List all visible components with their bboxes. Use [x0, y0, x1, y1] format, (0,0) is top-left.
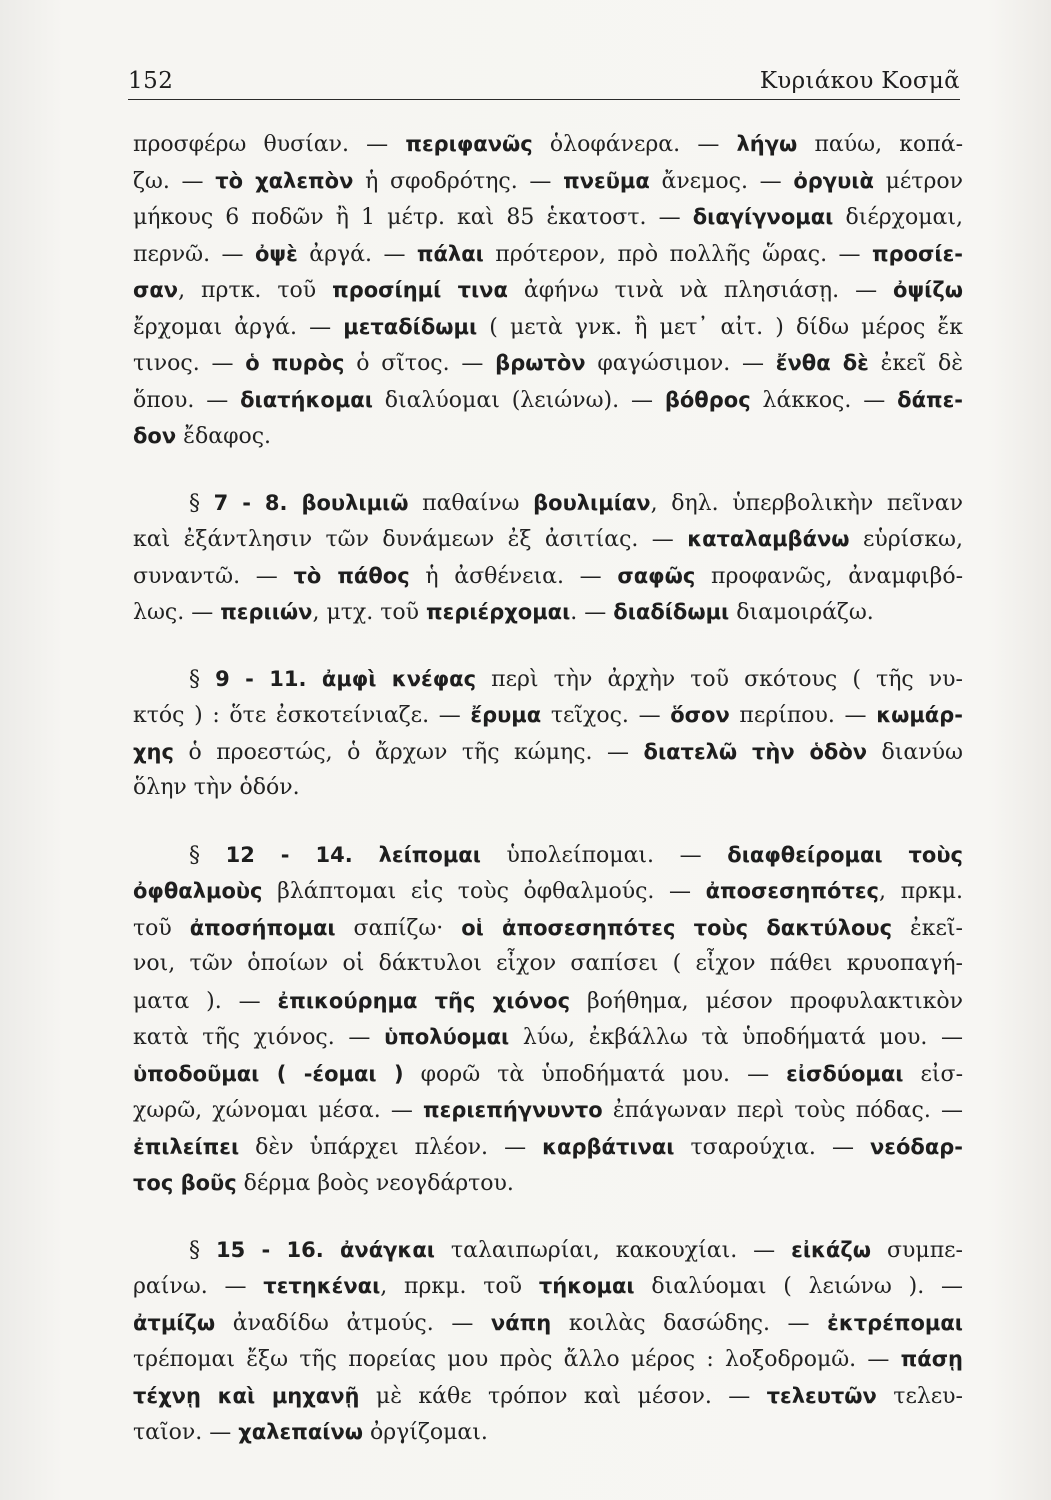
gloss-text: νοι, τῶν ὁποίων οἱ δάκτυλοι εἶχον σαπίσει ( εἶχον πάθει κρυοπαγή- [133, 951, 963, 976]
gloss-text: ταλαιπωρίαι, κακουχίαι. — [434, 1237, 792, 1263]
headword: διαγίγνομαι [692, 205, 834, 229]
gloss-text: ἐπάγωναν περὶ τοὺς πόδας. — [602, 1098, 963, 1123]
gloss-text: μὲ κάθε τρόπον καὶ μέσον. — [359, 1383, 767, 1409]
gloss-text: ἐκεῖ δὲ [868, 351, 963, 376]
gloss-text: πρότερον, πρὸ πολλῆς ὥρας. — [483, 241, 872, 267]
headword: λήγω [736, 132, 798, 156]
headword: καρβάτιναι [542, 1134, 675, 1159]
headword: περιφανῶς [405, 132, 533, 156]
gloss-text: εἰσ- [903, 1061, 963, 1087]
page-number: 152 [128, 68, 174, 94]
headword: ἔνθα δὲ [775, 351, 869, 375]
headword: δάπε- [897, 387, 963, 412]
headword: προσίημί τινα [332, 278, 508, 302]
headword: ἔρυμα [470, 703, 542, 727]
headword: διατήκομαι [240, 387, 373, 412]
gloss-text: λως. — [133, 600, 221, 625]
gloss-text: ἀφήνω τινὰ νὰ πλησιάσῃ. — [507, 278, 894, 303]
gloss-text: τεῖχος. — [541, 703, 671, 728]
gloss-text: καὶ ἐξάντλησιν τῶν δυνάμεων ἐξ ἀσιτίας. — [133, 527, 688, 552]
text-line [133, 734, 963, 771]
gloss-text: ὁ προεστώς, ὁ ἄρχων τῆς κώμης. — [173, 739, 644, 765]
headword: ἀποσεσηπότες [705, 879, 879, 903]
gloss-text: βοήθημα, μέσον προφυλακτικὸν [570, 988, 963, 1014]
gloss-text: ἀργά. — [297, 241, 417, 267]
headword: ἐπικούρημα τῆς χιόνος [277, 988, 571, 1013]
gloss-text: συμπε- [871, 1237, 963, 1263]
text-line [133, 837, 963, 874]
gloss-text: ἀναδίδω ἀτμούς. — [215, 1310, 491, 1336]
gloss-text: ραίνω. — [133, 1274, 264, 1299]
headword: ἐπιλείπει [133, 1134, 240, 1159]
paragraph-gap [133, 631, 963, 661]
gloss-text: ἔρχομαι ἀργά. — [133, 314, 344, 340]
text-line [133, 163, 963, 200]
headword: εἰσδύομαι [786, 1061, 904, 1086]
gloss-text: . — [570, 600, 614, 625]
gloss-text: ταῖον. — [133, 1420, 239, 1445]
headword: πάλαι [416, 241, 484, 266]
text-line [133, 1268, 963, 1305]
text-line [133, 558, 963, 595]
headword: ὑπολύομαι [384, 1025, 510, 1049]
headword: πάσῃ [900, 1347, 963, 1371]
text-line [133, 1378, 963, 1415]
text-line [133, 1305, 963, 1342]
gloss-text: λύω, ἐκβάλλω τὰ ὑποδήματά μου. — [509, 1025, 963, 1050]
headword: σαφῶς [617, 563, 696, 588]
text-line [133, 382, 963, 419]
gloss-text: ματα ). — [133, 988, 278, 1014]
text-line [133, 697, 963, 734]
gloss-text: παύω, κοπά- [797, 132, 963, 157]
gloss-text: προφανῶς, ἀναμφιβό- [695, 563, 963, 589]
gloss-text: , πρτκ. τοῦ [178, 278, 333, 303]
headword: πνεῦμα [563, 168, 650, 193]
headword: βρωτὸν [495, 351, 586, 375]
text-line [133, 594, 963, 631]
headword: ἀποσήπομαι [189, 915, 336, 940]
text-line [133, 983, 963, 1020]
headword: ὁ πυρὸς [245, 351, 345, 375]
text-line [133, 236, 963, 273]
headword: χης [133, 739, 174, 764]
gloss-text: βλάπτομαι εἰς τοὺς ὀφθαλμούς. — [262, 879, 706, 904]
gloss-text: δὲν ὑπάρχει πλέον. — [239, 1134, 543, 1160]
gloss-text: ζω. — [133, 168, 216, 194]
headword: τὸ χαλεπὸν [215, 168, 354, 193]
headword: βόθρος [664, 387, 751, 412]
headword: καταλαμβάνω [687, 527, 850, 551]
gloss-text: ἄνεμος. — [649, 168, 794, 194]
headword: διαφθείρομαι τοὺς [727, 842, 963, 867]
headword: 7 - 8. βουλιμιῶ [213, 490, 409, 515]
gloss-text: τινος. — [133, 351, 246, 376]
paragraph [133, 837, 963, 1202]
headword: περιέρχομαι [426, 600, 571, 624]
gloss-text: ὁλοφάνερα. — [532, 132, 737, 157]
gloss-text: διανύω [867, 739, 963, 765]
gloss-text: , μτχ. τοῦ [312, 600, 427, 625]
gloss-text: διαμοιράζω. [729, 600, 874, 625]
headword: δον [133, 424, 177, 448]
gloss-text: σαπίζω· [335, 915, 462, 941]
gloss-text: φαγώσιμον. — [585, 351, 776, 376]
text-line [133, 770, 963, 807]
gloss-text: τρέπομαι ἔξω τῆς πορείας μου πρὸς ἄλλο μέρος : λοξοδρομῶ. — [133, 1347, 901, 1372]
headword: μεταδίδωμι [343, 314, 478, 339]
gloss-text: ὀργίζομαι. [363, 1420, 488, 1445]
gloss-text: συναντῶ. — [133, 563, 294, 589]
text-line [133, 661, 963, 698]
text-line [133, 126, 963, 163]
headword: ἀτμίζω [133, 1310, 216, 1335]
headword: τελευτῶν [766, 1383, 877, 1408]
headword: ὀργυιὰ [793, 168, 874, 193]
gloss-text: φορῶ τὰ ὑποδήματά μου. — [403, 1061, 787, 1087]
text-line [133, 910, 963, 947]
running-head: Κυριάκου Κοσμᾶ [759, 68, 960, 94]
text-line [133, 199, 963, 236]
text-line [133, 1019, 963, 1056]
headword: τετηκέναι [263, 1274, 381, 1298]
paragraph-gap [133, 455, 963, 485]
headword: διαδίδωμι [613, 600, 730, 624]
gloss-text: περὶ τὴν ἀρχὴν τοῦ σκότους ( τῆς νυ- [476, 666, 963, 692]
gloss-text: μήκους 6 ποδῶν ἢ 1 μέτρ. καὶ 85 ἑκατοστ. — [133, 205, 693, 230]
headword: τέχνῃ καὶ μηχανῇ [133, 1383, 360, 1408]
paragraph [133, 661, 963, 807]
headword: τος βοῦς [133, 1171, 237, 1195]
text-line [133, 345, 963, 382]
headword: τήκομαι [538, 1274, 635, 1298]
gloss-text: ἡ ἀσθένεια. — [409, 563, 618, 589]
gloss-text: διαλύομαι (λειώνω). — [372, 387, 665, 413]
header-rule [128, 99, 960, 100]
gloss-text: ἔδαφος. [176, 424, 272, 449]
headword: διατελῶ τὴν ὁδὸν [643, 739, 868, 764]
headword: βουλιμίαν [533, 490, 651, 515]
gloss-text: κοιλὰς δασώδης. — [551, 1310, 828, 1336]
gloss-text: τελευ- [876, 1383, 963, 1409]
gloss-text: περνῶ. — [133, 241, 255, 267]
text-line [133, 272, 963, 309]
paragraph [133, 126, 963, 455]
text-line [133, 1414, 963, 1451]
gloss-text: τσαρούχια. — [674, 1134, 870, 1160]
text-line [133, 1129, 963, 1166]
text-line [133, 418, 963, 455]
gloss-text: εὑρίσκω, [849, 527, 963, 552]
headword: περιιών [220, 600, 313, 624]
gloss-text: περίπου. — [729, 703, 877, 728]
gloss-text: χωρῶ, χώνομαι μέσα. — [133, 1098, 424, 1123]
gloss-text: διέρχομαι, [833, 205, 963, 230]
headword: χαλεπαίνω [238, 1420, 363, 1444]
text-line [133, 1232, 963, 1269]
gloss-text: τοῦ [133, 915, 190, 941]
gloss-text: ὑπολείπομαι. — [480, 842, 728, 868]
gloss-text: ὁ σῖτος. — [344, 351, 496, 376]
headword: ὀψίζω [893, 278, 963, 302]
gloss-text: , πρκμ. [879, 879, 963, 904]
text-line [133, 1341, 963, 1378]
paragraph-gap [133, 1202, 963, 1232]
paragraph-gap [133, 807, 963, 837]
headword: ὑποδοῦμαι ( -έομαι ) [133, 1061, 404, 1086]
headword: νάπη [490, 1310, 552, 1335]
headword: τὸ πάθος [293, 563, 410, 588]
text-line [133, 873, 963, 910]
gloss-text: , δηλ. ὑπερβολικὴν πεῖναν [650, 490, 963, 516]
page-header [128, 58, 960, 98]
headword: 9 - 11. ἀμφὶ κνέφας [215, 666, 477, 691]
headword: 12 - 14. λείπομαι [225, 842, 481, 867]
gloss-text: § [189, 842, 226, 868]
gloss-text: προσφέρω θυσίαν. — [133, 132, 406, 157]
gloss-text: παθαίνω [408, 490, 534, 516]
gloss-text: κατὰ τῆς χιόνος. — [133, 1025, 385, 1050]
gloss-text: ὅπου. — [133, 387, 241, 413]
gloss-text: § [189, 490, 214, 516]
paragraph [133, 1232, 963, 1451]
gloss-text: ἐκεῖ- [892, 915, 963, 941]
headword: ἐκτρέπομαι [827, 1310, 963, 1335]
text-line [133, 1056, 963, 1093]
text-line [133, 309, 963, 346]
text-line [133, 1165, 963, 1202]
gloss-text: λάκκος. — [750, 387, 898, 413]
headword: ὀψὲ [254, 241, 298, 266]
gloss-text: § [189, 1237, 216, 1263]
gloss-text: μέτρον [873, 168, 963, 194]
gloss-text: κτός ) : ὅτε ἐσκοτείνιαζε. — [133, 703, 471, 728]
gloss-text: , πρκμ. τοῦ [380, 1274, 539, 1299]
gloss-text: ( μετὰ γνκ. ἢ μετ᾽ αἰτ. ) δίδω μέρος ἔκ [477, 314, 963, 340]
text-line [133, 521, 963, 558]
headword: κωμάρ- [876, 703, 963, 727]
paragraph [133, 485, 963, 631]
gloss-text: διαλύομαι ( λειώνω ). — [634, 1274, 963, 1299]
headword: εἰκάζω [791, 1237, 872, 1262]
headword: περιεπήγνυντο [423, 1098, 603, 1122]
text-line [133, 485, 963, 522]
headword: οἱ ἀποσεσηπότες τοὺς δακτύλους [461, 915, 893, 940]
headword: ὅσον [670, 703, 730, 727]
headword: προσίε- [871, 241, 963, 266]
headword: σαν [133, 278, 179, 302]
gloss-text: § [189, 666, 216, 692]
gloss-text: ὅλην τὴν ὁδόν. [133, 775, 300, 800]
headword: ὀφθαλμοὺς [133, 879, 263, 903]
gloss-text: ἡ σφοδρότης. — [353, 168, 564, 194]
headword: 15 - 16. ἀνάγκαι [215, 1237, 435, 1262]
headword: νεόδαρ- [869, 1134, 963, 1159]
glossary-text [133, 126, 963, 1451]
text-line [133, 1092, 963, 1129]
gloss-text: δέρμα βοὸς νεογδάρτου. [236, 1171, 514, 1196]
text-line [133, 946, 963, 983]
